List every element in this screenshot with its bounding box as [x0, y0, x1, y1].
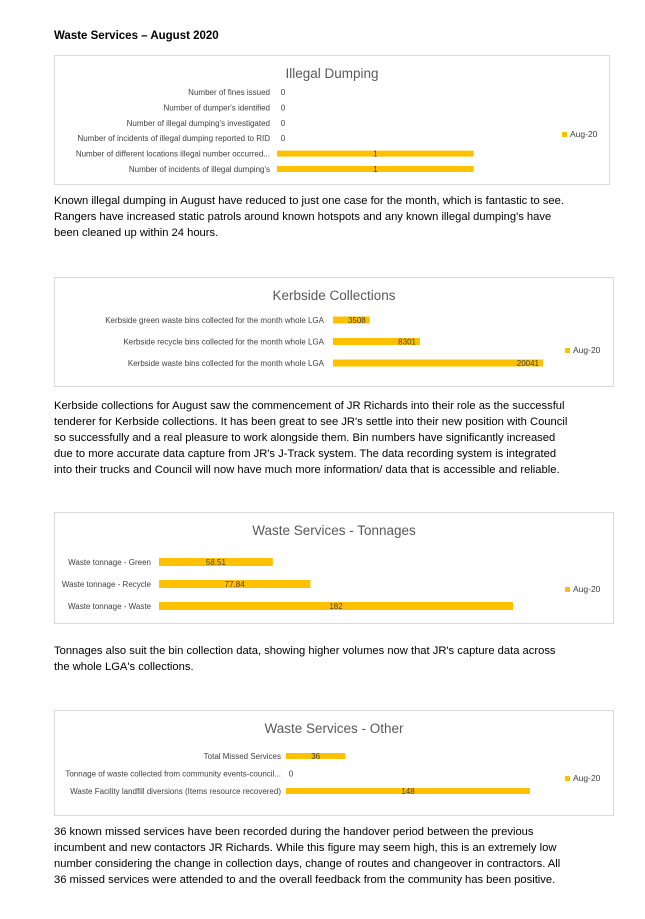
paragraph-line: Kerbside collections for August saw the commencement of JR Richards into their role as the successful	[54, 400, 565, 412]
legend-swatch	[565, 776, 570, 781]
data-label: 0	[288, 769, 294, 779]
chart-other	[54, 710, 614, 816]
paragraph-illegal-dumping	[54, 193, 594, 241]
legend-label: Aug-20	[573, 773, 601, 783]
category-label: Number of incidents of illegal dumping reported to RID	[77, 134, 270, 144]
chart-tonnages	[54, 512, 614, 624]
data-label: 1	[373, 149, 378, 159]
paragraph-line: Known illegal dumping in August have reduced to just one case for the month, which is fantastic to see.	[54, 195, 564, 207]
legend-label: Aug-20	[573, 345, 601, 355]
legend-label: Aug-20	[573, 584, 601, 594]
chart-svg	[55, 56, 609, 184]
chart-title: Illegal Dumping	[285, 66, 379, 81]
paragraph-line: Tonnages also suit the bin collection data, showing higher volumes now that JR's capture data across	[54, 645, 556, 657]
category-label: Waste tonnage - Recycle	[61, 580, 151, 589]
category-label: Waste tonnage - Green	[68, 558, 151, 567]
chart-title: Waste Services - Tonnages	[252, 523, 416, 538]
category-label: Waste Facility landfill diversions (Items resource recovered)	[70, 787, 281, 796]
chart-svg	[55, 513, 613, 623]
category-label: Number of different locations illegal number occurred...	[75, 149, 270, 159]
data-label: 0	[280, 134, 286, 144]
category-label: Number of illegal dumping's investigated	[126, 118, 270, 128]
page-heading: Waste Services – August 2020	[54, 30, 219, 42]
data-label: 0	[280, 118, 286, 128]
chart-illegal-dumping	[54, 55, 610, 185]
paragraph-line: been cleaned up within 24 hours.	[54, 227, 219, 239]
bar	[333, 360, 543, 367]
data-label: 8301	[398, 337, 416, 347]
data-label: 0	[280, 103, 286, 113]
paragraph-line: tenderer for Kerbside collections. It has been great to see JR's settle into their new position with Council	[54, 416, 568, 428]
legend-swatch	[565, 348, 570, 353]
paragraph-line: 36 missed services were attended to and the overall feedback from the community has been positive.	[54, 874, 556, 886]
paragraph-line: number considering the change in collection days, change of routes and changeover in contractors. All	[54, 858, 561, 870]
category-label: Waste tonnage - Waste	[68, 602, 151, 611]
paragraph-line: incumbent and new contactors JR Richards. While this figure may seem high, this is an extremely low	[54, 842, 557, 854]
category-label: Total Missed Services	[203, 752, 281, 761]
data-label: 77.84	[224, 580, 245, 589]
category-label: Kerbside green waste bins collected for the month whole LGA	[105, 316, 324, 325]
paragraph-line: Rangers have increased static patrols around known hotspots and any known illegal dumping's have	[54, 211, 552, 223]
chart-svg	[55, 278, 613, 386]
paragraph-line: due to more accurate data capture from JR's J-Track system. The data recording system is integrated	[54, 448, 557, 460]
paragraph-line: the whole LGA's collections.	[54, 661, 194, 673]
paragraph-other	[54, 824, 594, 888]
paragraph-kerbside	[54, 398, 594, 478]
category-label: Kerbside recycle bins collected for the month whole LGA	[123, 337, 324, 347]
chart-kerbside-collections	[54, 277, 614, 387]
data-label: 36	[311, 752, 321, 761]
data-label: 148	[401, 787, 415, 796]
chart-svg	[55, 711, 613, 815]
data-label: 3508	[347, 316, 366, 325]
category-label: Kerbside waste bins collected for the month whole LGA	[127, 359, 324, 368]
paragraph-line: 36 known missed services have been recorded during the handover period between the previous	[54, 826, 534, 838]
data-label: 0	[280, 88, 286, 97]
legend-label: Aug-20	[570, 129, 598, 139]
chart-title: Waste Services - Other	[264, 721, 404, 736]
paragraph-line: into their trucks and Council will now have much more information/ data that is accessible and reliable.	[54, 464, 560, 476]
category-label: Number of fines issued	[188, 88, 270, 97]
paragraph-line: so successfully and a real pleasure to work alongside them. Bin numbers have significantly increased	[54, 432, 556, 444]
data-label: 58.51	[205, 558, 226, 567]
legend-swatch	[562, 132, 567, 137]
paragraph-tonnages	[54, 643, 594, 675]
category-label: Tonnage of waste collected from community events-council...	[65, 769, 281, 779]
category-label: Number of dumper's identified	[163, 103, 270, 113]
data-label: 20041	[516, 359, 539, 368]
category-label: Number of incidents of illegal dumping's	[128, 165, 270, 174]
legend-swatch	[565, 587, 570, 592]
data-label: 1	[373, 165, 378, 174]
chart-title: Kerbside Collections	[272, 288, 396, 303]
data-label: 182	[329, 602, 343, 611]
